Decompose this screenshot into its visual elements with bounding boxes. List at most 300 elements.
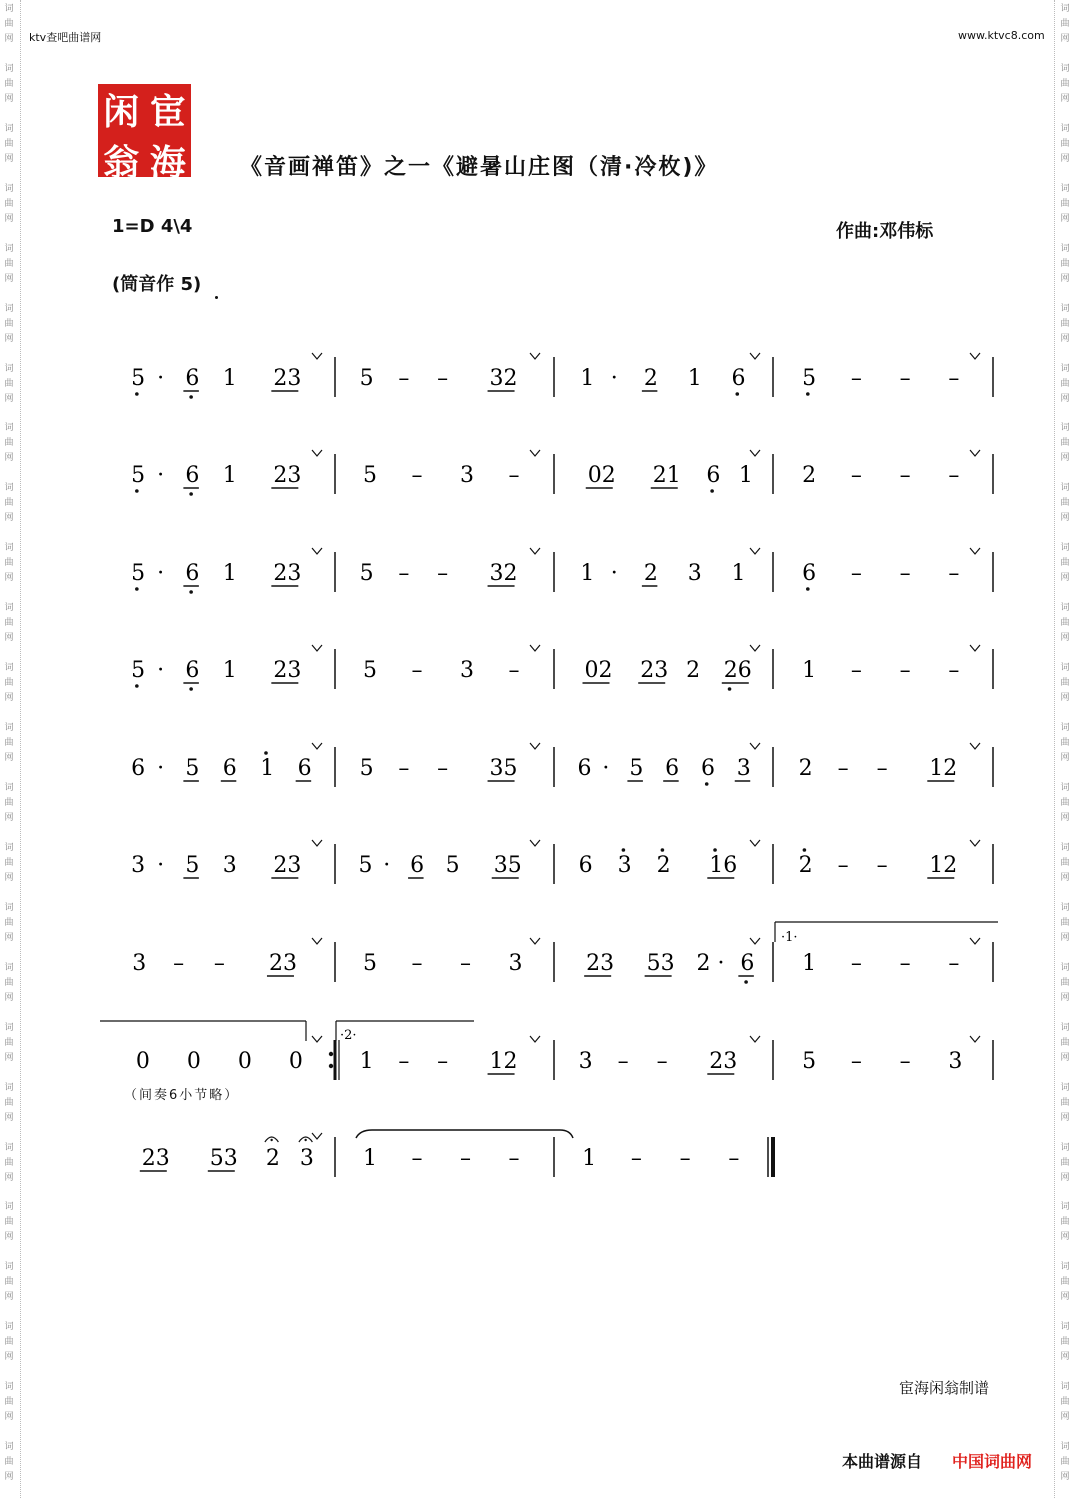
low-dot-row-2-m0-2 (189, 590, 193, 594)
watermark-char: 曲 (1060, 138, 1070, 149)
note-row-5-m3-1: – (837, 853, 849, 878)
watermark-char: 词 (4, 123, 14, 134)
header-site-name[interactable]: ktv查吧曲谱网 (29, 31, 102, 44)
watermark-char: 词 (4, 483, 14, 494)
note-row-3-m3-0: 1 (802, 658, 817, 683)
note-row-2-m0-2: 6 (185, 561, 200, 586)
note-row-8-m2-3: – (728, 1146, 740, 1171)
watermark-char: 网 (4, 932, 14, 943)
watermark-char: 词 (4, 243, 14, 254)
note-row-7-m2-1: – (617, 1049, 629, 1074)
high-dot-row-4-m0-4 (264, 751, 268, 755)
watermark-char: 曲 (4, 1097, 14, 1108)
watermark-char: 网 (4, 453, 14, 464)
note-row-6-m3-0: 1 (802, 951, 817, 976)
watermark-char: 曲 (1060, 19, 1070, 29)
note-row-7-m3-2: – (899, 1049, 911, 1074)
watermark-char: 词 (1060, 363, 1070, 374)
seal-char: 翁 (103, 142, 140, 184)
low-dot-row-0-m0-2 (189, 395, 193, 399)
breath-mark-4-0 (312, 743, 322, 749)
watermark-char: 词 (4, 183, 14, 194)
note-row-7-m0-1: 0 (186, 1049, 201, 1074)
watermark-char: 曲 (1060, 78, 1070, 89)
note-row-4-m0-4: 1 (260, 756, 275, 781)
watermark-char: 曲 (4, 438, 14, 449)
watermark-char: 网 (1060, 1232, 1070, 1243)
watermark-char: 词 (1060, 782, 1070, 793)
note-row-3-m2-1: 23 (640, 658, 669, 683)
note-row-6-m0-2: – (213, 951, 225, 976)
note-row-5-m2-1: 3 (617, 853, 632, 878)
note-row-3-m1-1: – (411, 658, 423, 683)
note-row-4-m2-5: 3 (736, 756, 751, 781)
note-row-7-m2-0: 3 (578, 1049, 593, 1074)
breath-mark-5-3 (970, 840, 980, 846)
high-dot-row-5-m2-2 (661, 848, 665, 852)
note-row-3-m1-3: – (508, 658, 520, 683)
watermark-char: 词 (1060, 723, 1070, 734)
note-row-0-m1-1: – (398, 366, 410, 391)
watermark-char: 曲 (1060, 558, 1070, 569)
watermark-char: 网 (1060, 213, 1070, 224)
watermark-char: 网 (1060, 1172, 1070, 1183)
note-row-5-m3-3: 12 (929, 853, 958, 878)
watermark-char: 词 (4, 1022, 14, 1033)
watermark-char: 网 (4, 1412, 14, 1423)
watermark-char: 词 (4, 1262, 14, 1273)
watermark-char: 曲 (4, 738, 14, 749)
tie-arc (356, 1130, 573, 1138)
breath-mark-8-0 (312, 1133, 322, 1139)
watermark-char: 曲 (4, 1217, 14, 1228)
note-row-2-m3-0: 6 (802, 561, 817, 586)
breath-mark-5-0 (312, 840, 322, 846)
note-row-0-m1-2: – (437, 366, 449, 391)
note-row-3-m0-4: 23 (273, 658, 302, 683)
score-title: 《音画禅笛》之一《避暑山庄图（清·冷枚)》 (240, 155, 719, 180)
watermark-char: 曲 (4, 258, 14, 269)
watermark-char: 网 (4, 872, 14, 883)
watermark-char: 网 (1060, 513, 1070, 524)
watermark-char: 曲 (4, 618, 14, 629)
watermark-char: 网 (1060, 1112, 1070, 1123)
breath-mark-2-3 (970, 548, 980, 554)
note-row-2-m3-3: – (948, 561, 960, 586)
note-row-5-m0-0: 3 (131, 853, 146, 878)
watermark-char: 曲 (4, 78, 14, 89)
watermark-char: 词 (1060, 303, 1070, 314)
note-row-8-m2-2: – (679, 1146, 691, 1171)
watermark-char: 词 (4, 423, 14, 434)
note-row-0-m2-2: 2 (643, 366, 658, 391)
watermark-char: 词 (1060, 1082, 1070, 1093)
fermata-dot-row-8-m0-3 (304, 1139, 306, 1141)
note-row-2-m2-1: · (610, 561, 618, 586)
watermark-char: 网 (4, 1172, 14, 1183)
watermark-char: 网 (4, 992, 14, 1003)
breath-mark-7-3 (970, 1036, 980, 1042)
note-row-1-m2-1: 21 (652, 463, 681, 488)
note-row-0-m2-4: 6 (731, 366, 746, 391)
repeat-dot-top (329, 1052, 333, 1056)
note-row-8-m1-1: – (411, 1146, 423, 1171)
breath-mark-4-1 (530, 743, 540, 749)
watermark-char: 网 (1060, 992, 1070, 1003)
watermark-char: 词 (1060, 1322, 1070, 1333)
note-row-4-m2-1: · (602, 756, 610, 781)
note-row-1-m3-2: – (899, 463, 911, 488)
watermark-char: 曲 (1060, 1457, 1070, 1468)
note-row-7-m0-2: 0 (237, 1049, 252, 1074)
note-row-5-m2-2: 2 (656, 853, 671, 878)
watermark-char: 曲 (1060, 378, 1070, 389)
watermark-char: 曲 (4, 1457, 14, 1468)
watermark-char: 曲 (1060, 917, 1070, 928)
note-row-3-m2-3: 26 (723, 658, 752, 683)
note-row-3-m3-2: – (899, 658, 911, 683)
low-dot-row-4-m2-4 (705, 782, 709, 786)
note-row-6-m2-3: · (717, 951, 725, 976)
breath-mark-7-0 (312, 1036, 322, 1042)
watermark-char: 网 (1060, 1292, 1070, 1303)
note-row-0-m0-4: 23 (273, 366, 302, 391)
note-row-2-m3-1: – (850, 561, 862, 586)
note-row-5-m3-2: – (876, 853, 888, 878)
note-row-7-m1-2: – (437, 1049, 449, 1074)
note-row-5-m0-4: 23 (273, 853, 302, 878)
note-row-8-m0-0: 23 (141, 1146, 170, 1171)
watermark-char: 曲 (1060, 1397, 1070, 1408)
note-row-4-m0-3: 6 (222, 756, 237, 781)
volta-2-label: ·2· (340, 1028, 357, 1043)
watermark-char: 曲 (4, 1277, 14, 1288)
note-row-5-m2-3: 16 (709, 853, 738, 878)
note-row-0-m0-2: 6 (185, 366, 200, 391)
watermark-char: 曲 (1060, 797, 1070, 808)
watermark-char: 词 (4, 363, 14, 374)
note-row-5-m1-2: 6 (410, 853, 425, 878)
watermark-char: 词 (1060, 183, 1070, 194)
watermark-char: 网 (4, 93, 14, 104)
watermark-char: 词 (4, 543, 14, 554)
high-dot-row-5-m3-0 (803, 848, 807, 852)
note-row-0-m2-3: 1 (687, 366, 702, 391)
note-row-6-m1-3: 3 (508, 951, 523, 976)
note-row-2-m0-1: · (157, 561, 165, 586)
watermark-char: 词 (4, 902, 14, 913)
watermark-char: 网 (1060, 693, 1070, 704)
note-row-7-m3-1: – (850, 1049, 862, 1074)
low-dot-row-0-m3-0 (806, 392, 810, 396)
note-row-1-m0-1: · (157, 463, 165, 488)
note-row-8-m0-3: 3 (299, 1146, 314, 1171)
note-row-8-m2-0: 1 (582, 1146, 597, 1171)
watermark-char: 网 (1060, 872, 1070, 883)
note-row-1-m0-2: 6 (185, 463, 200, 488)
watermark-char: 曲 (4, 1337, 14, 1348)
watermark-char: 词 (4, 1322, 14, 1333)
watermark-char: 网 (4, 34, 14, 44)
note-row-5-m1-1: · (383, 853, 391, 878)
watermark-char: 网 (4, 1052, 14, 1063)
high-dot-row-5-m2-3 (713, 848, 717, 852)
note-row-1-m0-0: 5 (131, 463, 146, 488)
watermark-char: 词 (1060, 1022, 1070, 1033)
note-row-2-m2-2: 2 (643, 561, 658, 586)
note-row-7-m2-2: – (656, 1049, 668, 1074)
note-row-5-m3-0: 2 (798, 853, 813, 878)
watermark-char: 词 (1060, 243, 1070, 254)
breath-mark-6-1 (530, 938, 540, 944)
note-row-2-m0-3: 1 (222, 561, 237, 586)
watermark-char: 网 (4, 393, 14, 404)
note-row-3-m1-2: 3 (459, 658, 474, 683)
watermark-char: 曲 (1060, 1037, 1070, 1048)
watermark-char: 网 (1060, 812, 1070, 823)
note-row-0-m3-3: – (948, 366, 960, 391)
note-row-2-m2-4: 1 (731, 561, 746, 586)
note-row-3-m0-3: 1 (222, 658, 237, 683)
note-row-4-m0-2: 5 (185, 756, 200, 781)
watermark-char: 网 (4, 1292, 14, 1303)
watermark-char: 词 (1060, 902, 1070, 913)
watermark-char: 网 (4, 1112, 14, 1123)
breath-mark-3-3 (970, 645, 980, 651)
watermark-char: 词 (1060, 1382, 1070, 1393)
watermark-char: 曲 (4, 138, 14, 149)
note-row-3-m2-2: 2 (686, 658, 701, 683)
watermark-char: 网 (4, 513, 14, 524)
low-dot-row-3-m0-0 (135, 684, 139, 688)
watermark-char: 网 (1060, 1052, 1070, 1063)
note-row-4-m3-0: 2 (798, 756, 813, 781)
note-row-5-m0-3: 3 (222, 853, 237, 878)
breath-mark-6-3 (970, 938, 980, 944)
watermark-char: 网 (1060, 633, 1070, 644)
watermark-char: 曲 (1060, 857, 1070, 868)
low-dot-row-2-m3-0 (806, 587, 810, 591)
breath-mark-3-0 (312, 645, 322, 651)
note-row-0-m3-2: – (899, 366, 911, 391)
note-row-1-m2-2: 6 (706, 463, 721, 488)
note-row-6-m1-2: – (459, 951, 471, 976)
low-dot-row-2-m0-0 (135, 587, 139, 591)
watermark-char: 网 (1060, 753, 1070, 764)
note-row-1-m3-0: 2 (802, 463, 817, 488)
note-row-3-m3-1: – (850, 658, 862, 683)
note-row-0-m2-0: 1 (580, 366, 595, 391)
note-row-2-m0-4: 23 (273, 561, 302, 586)
watermark-char: 曲 (1060, 1157, 1070, 1168)
breath-mark-5-1 (530, 840, 540, 846)
note-row-1-m1-1: – (411, 463, 423, 488)
seal-char: 闲 (103, 91, 140, 133)
note-row-1-m0-3: 1 (222, 463, 237, 488)
watermark-char: 曲 (4, 678, 14, 689)
watermark-char: 网 (4, 812, 14, 823)
watermark-char: 曲 (4, 498, 14, 509)
breath-mark-2-0 (312, 548, 322, 554)
watermark-char: 网 (1060, 93, 1070, 104)
watermark-char: 曲 (4, 1157, 14, 1168)
watermark-char: 曲 (1060, 438, 1070, 449)
source-site-link[interactable]: 中国词曲网 (952, 1452, 1033, 1471)
note-row-5-m1-4: 35 (493, 853, 522, 878)
breath-mark-1-1 (530, 450, 540, 456)
note-row-2-m3-2: – (899, 561, 911, 586)
watermark-char: 曲 (4, 917, 14, 928)
watermark-char: 网 (4, 1472, 14, 1483)
note-row-4-m3-2: – (876, 756, 888, 781)
seal-char: 海 (149, 142, 186, 184)
note-row-6-m3-2: – (899, 951, 911, 976)
watermark-char: 曲 (4, 19, 14, 29)
note-row-0-m0-0: 5 (131, 366, 146, 391)
watermark-char: 曲 (4, 797, 14, 808)
watermark-char: 网 (4, 753, 14, 764)
note-row-4-m1-3: 35 (489, 756, 518, 781)
watermark-char: 词 (1060, 423, 1070, 434)
header-site-url[interactable]: www.ktvc8.com (958, 29, 1045, 42)
note-row-0-m1-3: 32 (489, 366, 518, 391)
watermark-char: 网 (4, 213, 14, 224)
watermark-char: 曲 (4, 857, 14, 868)
watermark-char: 曲 (1060, 1097, 1070, 1108)
low-dot-row-0-m2-4 (735, 392, 739, 396)
watermark-char: 曲 (1060, 678, 1070, 689)
breath-mark-3-1 (530, 645, 540, 651)
watermark-char: 词 (1060, 4, 1070, 14)
seal-char: 宦 (149, 91, 186, 133)
breath-mark-5-2 (750, 840, 760, 846)
note-row-8-m0-2: 2 (265, 1146, 280, 1171)
note-row-0-m1-0: 5 (359, 366, 374, 391)
note-row-0-m0-1: · (157, 366, 165, 391)
watermark-char: 网 (1060, 153, 1070, 164)
note-row-2-m1-0: 5 (359, 561, 374, 586)
watermark-char: 网 (4, 273, 14, 284)
breath-mark-1-2 (750, 450, 760, 456)
breath-mark-2-2 (750, 548, 760, 554)
low-dot-row-3-m2-3 (728, 687, 732, 691)
note-row-7-m0-0: 0 (135, 1049, 150, 1074)
watermark-char: 词 (1060, 1142, 1070, 1153)
breath-mark-4-3 (970, 743, 980, 749)
watermark-char: 词 (4, 723, 14, 734)
low-dot-row-3-m0-2 (189, 687, 193, 691)
breath-mark-0-2 (750, 353, 760, 359)
note-row-2-m1-2: – (437, 561, 449, 586)
watermark-char: 曲 (1060, 1277, 1070, 1288)
note-row-3-m1-0: 5 (362, 658, 377, 683)
watermark-char: 网 (1060, 573, 1070, 584)
note-row-5-m1-0: 5 (358, 853, 373, 878)
note-row-1-m3-3: – (948, 463, 960, 488)
low-dot-row-1-m0-2 (189, 492, 193, 496)
note-row-6-m2-2: 2 (696, 951, 711, 976)
note-row-3-m2-0: 02 (584, 658, 613, 683)
watermark-char: 网 (1060, 1412, 1070, 1423)
watermark-char: 曲 (1060, 258, 1070, 269)
interlude-note: （间奏6小节略） (124, 1088, 240, 1103)
high-dot-row-5-m2-1 (622, 848, 626, 852)
note-row-6-m0-1: – (173, 951, 185, 976)
breath-mark-6-2 (750, 938, 760, 944)
low-dot-row-1-m2-2 (710, 489, 714, 493)
watermark-char: 词 (1060, 962, 1070, 973)
note-row-6-m0-3: 23 (268, 951, 297, 976)
watermark-char: 词 (4, 1382, 14, 1393)
watermark-char: 词 (4, 1442, 14, 1453)
watermark-char: 曲 (4, 1397, 14, 1408)
watermark-char: 曲 (4, 198, 14, 209)
note-row-0-m3-1: – (850, 366, 862, 391)
note-row-6-m2-0: 23 (586, 951, 615, 976)
note-row-2-m1-3: 32 (489, 561, 518, 586)
watermark-char: 曲 (4, 558, 14, 569)
watermark-char: 词 (1060, 842, 1070, 853)
note-row-4-m0-5: 6 (297, 756, 312, 781)
key-signature: 1=D 4\4 (112, 216, 193, 237)
note-row-6-m1-0: 5 (362, 951, 377, 976)
watermark-char: 词 (4, 303, 14, 314)
watermark-char: 曲 (1060, 738, 1070, 749)
watermark-char: 词 (4, 1082, 14, 1093)
watermark-char: 网 (4, 333, 14, 344)
breath-mark-0-0 (312, 353, 322, 359)
breath-mark-7-2 (750, 1036, 760, 1042)
breath-mark-1-0 (312, 450, 322, 456)
watermark-char: 网 (4, 693, 14, 704)
volta-1-label: ·1· (781, 930, 798, 945)
note-row-7-m1-1: – (398, 1049, 410, 1074)
watermark-char: 曲 (4, 977, 14, 988)
note-row-3-m0-2: 6 (185, 658, 200, 683)
note-row-3-m0-0: 5 (131, 658, 146, 683)
low-dot-row-6-m2-4 (744, 980, 748, 984)
watermark-char: 词 (4, 4, 14, 14)
watermark-char: 词 (4, 842, 14, 853)
note-row-4-m3-3: 12 (929, 756, 958, 781)
note-row-7-m2-3: 23 (709, 1049, 738, 1074)
watermark-char: 网 (1060, 1472, 1070, 1483)
breath-mark-1-3 (970, 450, 980, 456)
watermark-char: 网 (1060, 932, 1070, 943)
watermark-char: 词 (1060, 603, 1070, 614)
watermark-char: 网 (1060, 34, 1070, 44)
note-row-2-m1-1: – (398, 561, 410, 586)
flute-fingering-note: (筒音作 5) (112, 274, 202, 295)
watermark-char: 词 (1060, 123, 1070, 134)
note-row-4-m1-0: 5 (359, 756, 374, 781)
breath-mark-3-2 (750, 645, 760, 651)
note-row-6-m2-4: 6 (740, 951, 755, 976)
note-row-2-m2-0: 1 (580, 561, 595, 586)
note-row-4-m2-3: 6 (665, 756, 680, 781)
breath-mark-2-1 (530, 548, 540, 554)
watermark-char: 网 (4, 573, 14, 584)
watermark-char: 曲 (4, 318, 14, 329)
note-row-1-m2-0: 02 (587, 463, 616, 488)
note-row-4-m1-1: – (398, 756, 410, 781)
watermark-char: 词 (4, 1142, 14, 1153)
note-row-6-m2-1: 53 (646, 951, 675, 976)
note-row-6-m3-1: – (850, 951, 862, 976)
watermark-char: 词 (4, 603, 14, 614)
note-row-1-m1-3: – (508, 463, 520, 488)
note-row-8-m1-2: – (459, 1146, 471, 1171)
